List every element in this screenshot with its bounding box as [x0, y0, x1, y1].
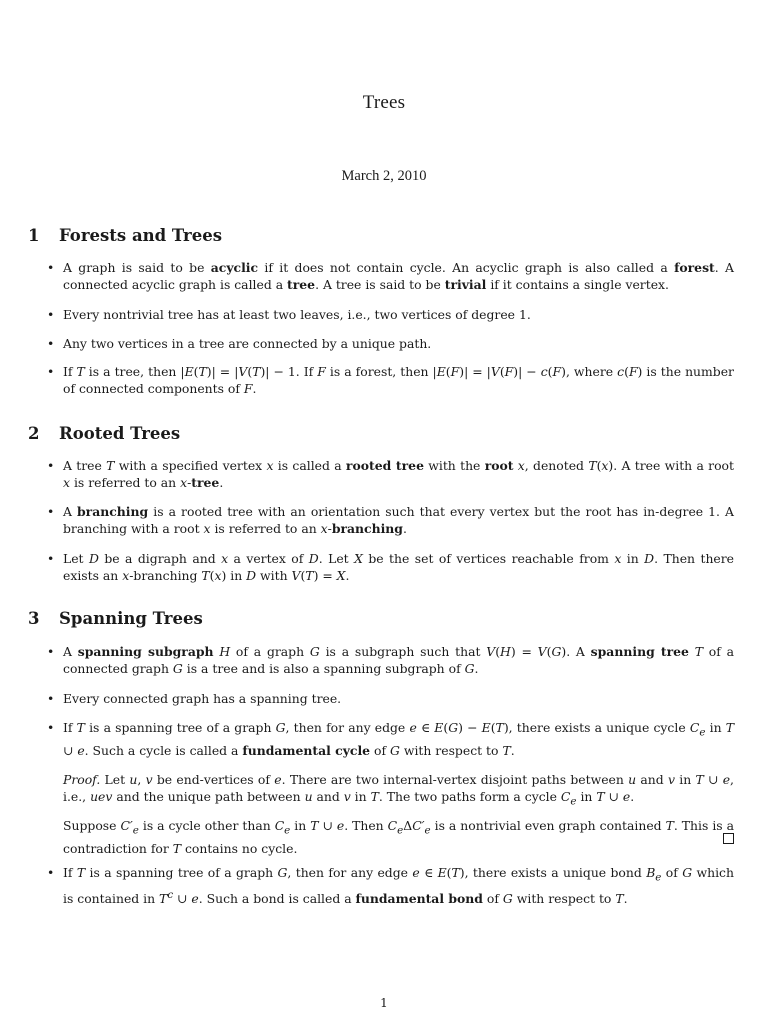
list-item — [47, 550, 734, 584]
list-item-text: Any two vertices in a tree are connected by a unique path. — [63, 336, 432, 351]
list-item — [47, 690, 734, 707]
section-heading — [28, 424, 180, 443]
paper-title: Trees — [362, 92, 406, 113]
section-heading — [28, 226, 222, 245]
section-title: Forests and Trees — [59, 226, 222, 245]
list-item — [47, 259, 734, 293]
list-item-text: Every nontrivial tree has at least two leaves, i.e., two vertices of degree 1. — [63, 307, 531, 322]
bullet-icon: • — [47, 458, 55, 473]
bullet-icon: • — [47, 260, 55, 275]
proof-paragraph: Suppose $C'_e$ is a cycle other than $C_e$ in T ∪ e. Then $C_e\Delta C'_e$ is a nontrivial even graph contained T. This is a contradiction for T contains no cycle. — [63, 817, 735, 856]
list-item-text: Let D be a digraph and x a vertex of D. Let X be the set of vertices reachable from x in D. Then there exists an x-branching T(x) in D with V(T) = X. — [63, 551, 735, 584]
list-item-text: If T is a tree, then |E(T)| = |V(T)| − 1. If F is a forest, then |E(F)| = |V(F)| − c(F), where c(F) is the number of connected components of F. — [63, 364, 734, 397]
bullet-icon: • — [47, 364, 55, 379]
section-title: Rooted Trees — [59, 424, 181, 443]
list-item — [47, 335, 734, 352]
section-heading — [28, 609, 203, 628]
section-number: 3 — [28, 609, 40, 628]
list-item — [47, 719, 734, 759]
list-item-text: A branching is a rooted tree with an orientation such that every vertex but the root has in-degree 1. A branching with a root x is referred to an x-branching. — [63, 504, 734, 537]
qed-square-icon — [723, 833, 734, 844]
section-number: 2 — [28, 424, 40, 443]
section-title: Spanning Trees — [59, 609, 203, 628]
list-item-text: A graph is said to be acyclic if it does not contain cycle. An acyclic graph is also called a forest. A connected acyclic graph is called a tree. A tree is said to be trivial if it contains a single vertex. — [63, 260, 734, 293]
section-number: 1 — [28, 226, 40, 245]
bullet-icon: • — [47, 644, 55, 659]
list-item — [47, 643, 734, 677]
page-number: 1 — [380, 996, 388, 1010]
list-item — [47, 457, 734, 491]
bullet-icon: • — [47, 336, 55, 351]
bullet-icon: • — [47, 307, 55, 322]
list-item — [47, 363, 734, 397]
list-item — [47, 306, 734, 323]
proof-paragraph: Proof. Let u, v be end-vertices of e. There are two internal-vertex disjoint paths between u and v in T ∪ e, i.e., uev and the unique path between u and v in T. The two paths form a cycle $C_e$ in T ∪ e. — [63, 772, 734, 808]
list-item-text: If T is a spanning tree of a graph G, then for any edge e ∈ E(T), there exists a unique bond $B_e$ of G which is contained in $T^c$ ∪ e. Such a bond is called a fundamental bond of G with respect to T. — [63, 865, 734, 906]
list-item-text: A spanning subgraph H of a graph G is a subgraph such that V(H) = V(G). A spanning tree T of a connected graph G is a tree and is also a spanning subgraph of G. — [63, 644, 734, 677]
list-item-text: If T is a spanning tree of a graph G, then for any edge e ∈ E(G) − E(T), there exists a unique cycle $C_e$ in T ∪ e. Such a cycle is called a fundamental cycle of G with respect to T. — [63, 720, 734, 758]
list-item-text: A tree T with a specified vertex x is called a rooted tree with the root x, denoted T(x). A tree with a root x is referred to an x-tree. — [63, 458, 734, 491]
bullet-icon: • — [47, 551, 55, 566]
paper-date: March 2, 2010 — [341, 168, 427, 184]
list-item — [47, 864, 734, 907]
proof-block — [63, 771, 734, 863]
bullet-icon: • — [47, 720, 55, 735]
list-item-text: Every connected graph has a spanning tree. — [63, 691, 342, 706]
list-item — [47, 503, 734, 537]
bullet-icon: • — [47, 865, 55, 880]
bullet-icon: • — [47, 691, 55, 706]
bullet-icon: • — [47, 504, 55, 519]
